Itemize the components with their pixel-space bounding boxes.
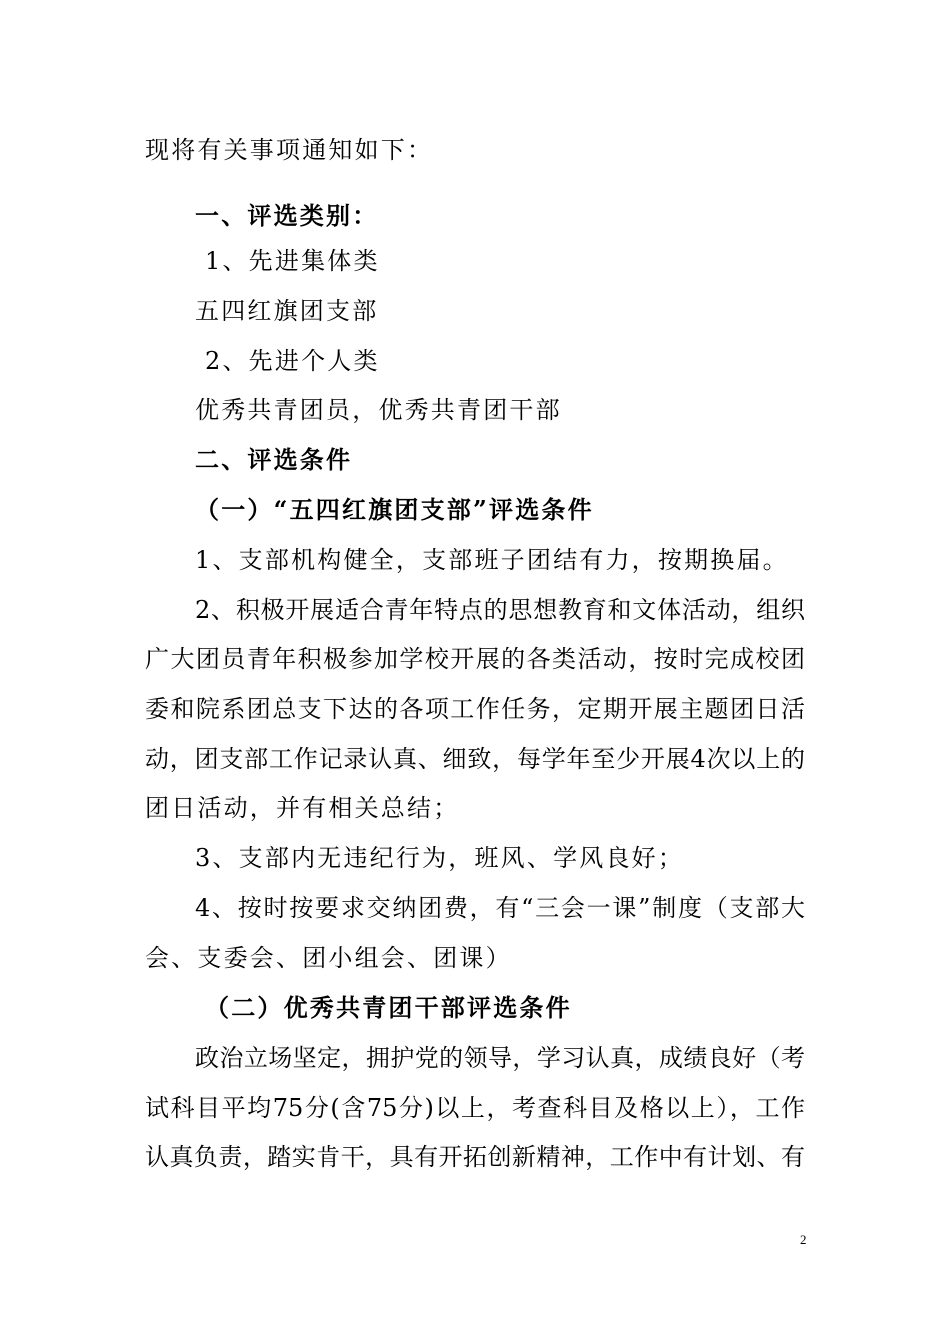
intro-line: 现将有关事项通知如下： <box>145 136 434 164</box>
condition-item-2-line-3: 委和院系团总支下达的各项工作任务，定期开展主题团日活 <box>145 695 805 723</box>
category-detail-individual: 优秀共青团员，优秀共青团干部 <box>195 396 562 424</box>
condition-item-2-line-1: 2、积极开展适合青年特点的思想教育和文体活动，组织 <box>195 596 805 624</box>
section-heading-conditions: 二、评选条件 <box>195 445 353 474</box>
condition-item-4-line-1: 4、按时按要求交纳团费，有“三会一课”制度（支部大 <box>195 894 805 922</box>
condition-item-2-line-5: 团日活动，并有相关总结； <box>145 794 460 822</box>
condition-item-3: 3、支部内无违纪行为，班风、学风良好； <box>195 844 685 872</box>
condition-item-2-line-4: 动，团支部工作记录认真、细致，每学年至少开展4次以上的 <box>145 745 805 773</box>
cadre-paragraph-line-1: 政治立场坚定，拥护党的领导，学习认真，成绩良好（考 <box>195 1044 805 1072</box>
category-item-collective: 1、先进集体类 <box>205 247 380 275</box>
category-detail-collective: 五四红旗团支部 <box>195 297 379 325</box>
subsection-heading-red-flag: （一）“五四红旗团支部”评选条件 <box>195 495 594 524</box>
category-item-individual: 2、先进个人类 <box>205 347 380 375</box>
condition-item-2-line-2: 广大团员青年积极参加学校开展的各类活动，按时完成校团 <box>145 645 805 673</box>
section-heading-categories: 一、评选类别： <box>195 201 379 230</box>
page-number: 2 <box>800 1232 807 1247</box>
subsection-heading-cadre: （二）优秀共青团干部评选条件 <box>205 993 572 1022</box>
condition-item-4-line-2: 会、支委会、团小组会、团课） <box>145 944 512 972</box>
cadre-paragraph-line-3: 认真负责，踏实肯干，具有开拓创新精神，工作中有计划、有 <box>145 1143 805 1171</box>
cadre-paragraph-line-2: 试科目平均75分(含75分)以上，考查科目及格以上），工作 <box>145 1094 805 1122</box>
condition-item-1: 1、支部机构健全，支部班子团结有力，按期换届。 <box>195 546 789 574</box>
